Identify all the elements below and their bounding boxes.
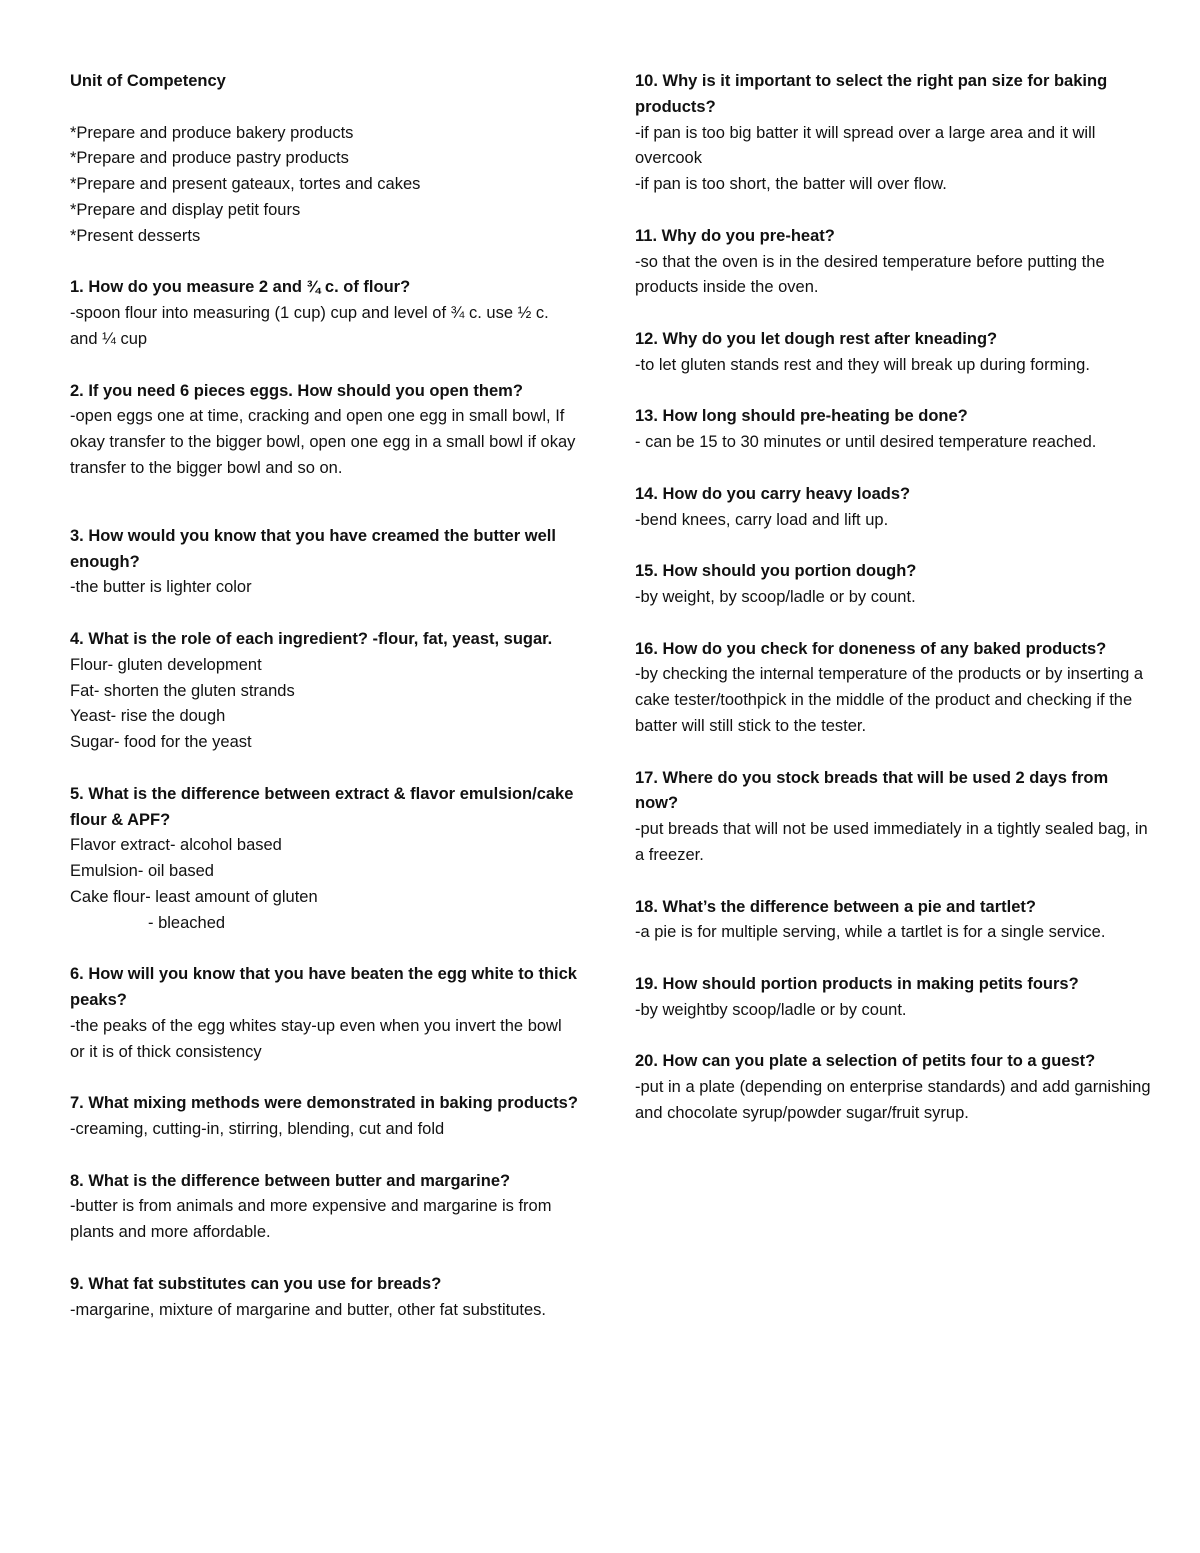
answer-4-line: Sugar- food for the yeast xyxy=(70,733,252,752)
question-12: 12. Why do you let dough rest after kneading? xyxy=(635,329,998,348)
answer-20: -put in a plate (depending on enterprise standards) and add garnishing and chocolate syrup/powder sugar/fruit syrup. xyxy=(635,1078,1151,1122)
question-7: 7. What mixing methods were demonstrated in baking products? xyxy=(70,1094,578,1113)
question-17: 17. Where do you stock breads that will be used 2 days from now? xyxy=(635,768,1109,813)
answer-14: -bend knees, carry load and lift up. xyxy=(635,510,889,529)
question-2: 2. If you need 6 pieces eggs. How should you open them? xyxy=(70,381,523,400)
answer-12: -to let gluten stands rest and they will break up during forming. xyxy=(635,355,1090,374)
answer-3: -the butter is lighter color xyxy=(70,578,252,597)
answer-19: -by weightby scoop/ladle or by count. xyxy=(635,1000,907,1019)
answer-1: -spoon flour into measuring (1 cup) cup and level of ¾ c. use ½ c. and ¼ cup xyxy=(70,304,549,348)
question-14: 14. How do you carry heavy loads? xyxy=(635,484,911,503)
answer-10-line: -if pan is too big batter it will spread over a large area and it will overcook xyxy=(635,123,1096,168)
left-column xyxy=(70,69,580,1323)
answer-18: -a pie is for multiple serving, while a tartlet is for a single service. xyxy=(635,923,1106,942)
answer-7: -creaming, cutting-in, stirring, blending, cut and fold xyxy=(70,1120,445,1139)
right-column xyxy=(635,69,1155,1127)
question-16: 16. How do you check for doneness of any baked products? xyxy=(635,639,1107,658)
question-11: 11. Why do you pre-heat? xyxy=(635,226,835,245)
competency-item: *Prepare and present gateaux, tortes and cakes xyxy=(70,175,421,194)
answer-4-line: Fat- shorten the gluten strands xyxy=(70,681,295,700)
answer-8: -butter is from animals and more expensive and margarine is from plants and more affordable. xyxy=(70,1197,552,1242)
answer-9: -margarine, mixture of margarine and butter, other fat substitutes. xyxy=(70,1300,546,1319)
answer-5-line: Flavor extract- alcohol based xyxy=(70,836,282,855)
answer-6: -the peaks of the egg whites stay-up even when you invert the bowl or it is of thick consistency xyxy=(70,1016,562,1061)
competency-item: *Prepare and produce bakery products xyxy=(70,123,354,142)
answer-2: -open eggs one at time, cracking and open one egg in small bowl, If okay transfer to the bigger bowl, open one egg in a small bowl if okay transfer to the bigger bowl and so on. xyxy=(70,407,576,477)
answer-17: -put breads that will not be used immediately in a tightly sealed bag, in a freezer. xyxy=(635,820,1148,864)
answer-10-line: -if pan is too short, the batter will over flow. xyxy=(635,175,947,194)
question-4: 4. What is the role of each ingredient? -flour, fat, yeast, sugar. xyxy=(70,629,553,648)
answer-13: - can be 15 to 30 minutes or until desired temperature reached. xyxy=(635,433,1097,452)
answer-5-line: Cake flour- least amount of gluten xyxy=(70,887,318,906)
question-1: 1. How do you measure 2 and ¾ c. of flour? xyxy=(70,278,411,297)
question-8: 8. What is the difference between butter and margarine? xyxy=(70,1171,511,1190)
question-19: 19. How should portion products in making petits fours? xyxy=(635,974,1079,993)
question-10: 10. Why is it important to select the right pan size for baking products? xyxy=(635,72,1108,116)
competency-item: *Present desserts xyxy=(70,226,201,245)
competency-item: *Prepare and produce pastry products xyxy=(70,149,349,168)
question-6: 6. How will you know that you have beaten the egg white to thick peaks? xyxy=(70,965,577,1010)
question-15: 15. How should you portion dough? xyxy=(635,562,917,581)
question-5: 5. What is the difference between extract & flavor emulsion/cake flour & APF? xyxy=(70,784,574,829)
page-heading: Unit of Competency xyxy=(70,72,226,90)
question-13: 13. How long should pre-heating be done? xyxy=(635,407,968,426)
question-20: 20. How can you plate a selection of petits four to a guest? xyxy=(635,1052,1096,1071)
answer-11: -so that the oven is in the desired temperature before putting the products inside the oven. xyxy=(635,252,1105,297)
competency-item: *Prepare and display petit fours xyxy=(70,200,301,219)
answer-5-line: Emulsion- oil based xyxy=(70,862,214,881)
question-9: 9. What fat substitutes can you use for breads? xyxy=(70,1274,442,1293)
answer-4-line: Yeast- rise the dough xyxy=(70,707,226,726)
question-3: 3. How would you know that you have creamed the butter well enough? xyxy=(70,526,556,571)
answer-16: -by checking the internal temperature of the products or by inserting a cake tester/toothpick in the middle of the product and checking if the batter will still stick to the tester. xyxy=(635,665,1144,735)
answer-5-indented-line: - bleached xyxy=(148,913,226,932)
question-18: 18. What’s the difference between a pie and tartlet? xyxy=(635,897,1036,916)
answer-15: -by weight, by scoop/ladle or by count. xyxy=(635,587,916,606)
answer-4-line: Flour- gluten development xyxy=(70,655,262,674)
